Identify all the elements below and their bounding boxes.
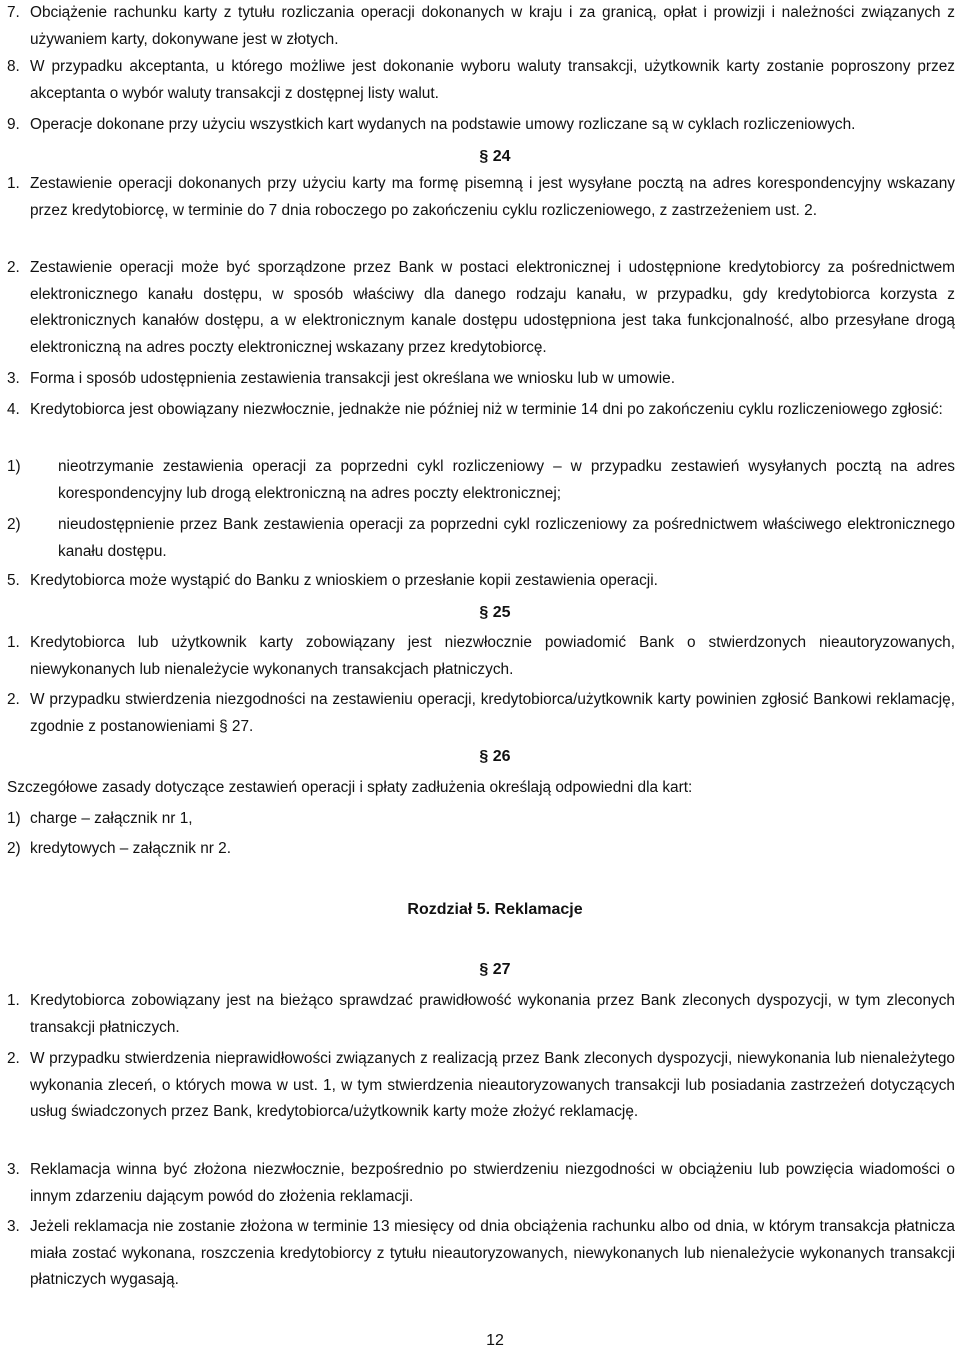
section-heading-24: § 24	[479, 148, 511, 165]
subitem-number: 1)	[7, 458, 21, 475]
item-text: W przypadku stwierdzenia nieprawidłowości związanych z realizacją przez Bank zleconych dyspozycji, niewykonania lub nienależytego wykonania zleceń, o których mowa w ust. 1, w tym stwierdzenia nieautoryzowanych transakcji lub posiadania zastrzeżeń dotyczących usług świadczonych przez Bank, kredytobiorca/użytkownik karty może złożyć reklamację.	[30, 1050, 955, 1120]
section-24-item-4	[7, 397, 955, 424]
section-27-item-3	[7, 1157, 955, 1210]
section-24-item-5	[7, 568, 955, 595]
item-number: 2)	[7, 840, 21, 857]
section-heading-25: § 25	[479, 604, 511, 621]
subitem-text: nieudostępnienie przez Bank zestawienia operacji za poprzedni cykl rozliczeniowy za pośrednictwem właściwego elektronicznego kanału dostępu.	[58, 516, 955, 560]
paragraph-number: 9.	[7, 116, 20, 133]
item-text: charge – załącznik nr 1,	[30, 810, 193, 827]
item-number: 2.	[7, 691, 20, 708]
item-number: 1.	[7, 992, 20, 1009]
section-25-item-2	[7, 687, 955, 740]
section-26-item-1	[7, 806, 955, 833]
item-text: Reklamacja winna być złożona niezwłocznie, bezpośrednio po stwierdzeniu niezgodności w obciążeniu lub powzięcia wiadomości o innym zdarzeniu dającym powód do złożenia reklamacji.	[30, 1161, 955, 1205]
item-text: Kredytobiorca lub użytkownik karty zobowiązany jest niezwłocznie powiadomić Bank o stwierdzonych nieautoryzowanych, niewykonanych lub nienależycie wykonanych transakcjach płatniczych.	[30, 634, 955, 678]
paragraph-9	[7, 112, 955, 139]
section-27-item-4	[7, 1214, 955, 1294]
item-text: Forma i sposób udostępnienia zestawienia transakcji jest określana we wniosku lub w umowie.	[30, 370, 676, 387]
paragraph-number: 8.	[7, 58, 20, 75]
item-number: 4.	[7, 401, 20, 418]
paragraph-text: Operacje dokonane przy użyciu wszystkich kart wydanych na podstawie umowy rozliczane są w cyklach rozliczeniowych.	[30, 116, 856, 133]
chapter-heading: Rozdział 5. Reklamacje	[407, 901, 583, 918]
paragraph-number: 7.	[7, 4, 20, 21]
item-number: 1.	[7, 175, 20, 192]
paragraph-7	[7, 0, 955, 53]
section-26-item-2	[7, 836, 955, 863]
section-24-item-1	[7, 171, 955, 224]
section-24-item-2	[7, 255, 955, 361]
item-number: 3.	[7, 370, 20, 387]
item-number: 3.	[7, 1218, 20, 1235]
section-heading-26: § 26	[479, 748, 511, 765]
page-number: 12	[486, 1332, 504, 1349]
section-25-item-1	[7, 630, 955, 683]
section-27-item-2	[7, 1046, 955, 1126]
item-text: Zestawienie operacji może być sporządzone przez Bank w postaci elektronicznej i udostępnione kredytobiorcy za pośrednictwem elektronicznego kanału dostępu, w sposób właściwy dla danego rodzaju kanału, w przypadku, gdy kredytobiorca korzysta z elektronicznych kanałów dostępu, a w elektronicznym kanale dostępu udostępniona jest taka funkcjonalność, albo przesyłane drogą elektroniczną na adres poczty elektronicznej wskazany przez kredytobiorcę.	[30, 259, 955, 356]
item-text: W przypadku stwierdzenia niezgodności na zestawieniu operacji, kredytobiorca/użytkownik karty powinien zgłosić Bankowi reklamację, zgodnie z postanowieniami § 27.	[30, 691, 955, 735]
item-number: 2.	[7, 259, 20, 276]
section-24-item-3	[7, 366, 955, 393]
item-text: kredytowych – załącznik nr 2.	[30, 840, 232, 857]
item-number: 1.	[7, 634, 20, 651]
item-text: Kredytobiorca jest obowiązany niezwłocznie, jednakże nie później niż w terminie 14 dni po zakończeniu cyklu rozliczeniowego zgłosić:	[30, 401, 943, 418]
item-number: 2.	[7, 1050, 20, 1067]
section-26-intro: Szczegółowe zasady dotyczące zestawień operacji i spłaty zadłużenia określają odpowiedni dla kart:	[7, 779, 693, 796]
paragraph-8	[7, 54, 955, 107]
item-number: 1)	[7, 810, 21, 827]
item-text: Jeżeli reklamacja nie zostanie złożona w terminie 13 miesięcy od dnia obciążenia rachunku albo od dnia, w którym transakcja płatnicza miała zostać wykonana, roszczenia kredytobiorcy z tytułu nieautoryzowanych, niewykonanych lub nienależycie wykonanych transakcji płatniczych wygasają.	[30, 1218, 955, 1288]
section-24-subitem-2	[7, 512, 955, 565]
subitem-number: 2)	[7, 516, 21, 533]
item-text: Kredytobiorca zobowiązany jest na bieżąco sprawdzać prawidłowość wykonania przez Bank zleconych dyspozycji, w tym zleconych transakcji płatniczych.	[30, 992, 955, 1036]
item-text: Kredytobiorca może wystąpić do Banku z wnioskiem o przesłanie kopii zestawienia operacji.	[30, 572, 658, 589]
paragraph-text: W przypadku akceptanta, u którego możliwe jest dokonanie wyboru waluty transakcji, użytkownik karty zostanie poproszony przez akceptanta o wybór waluty transakcji z dostępnej listy walut.	[30, 58, 955, 102]
item-number: 3.	[7, 1161, 20, 1178]
section-27-item-1	[7, 988, 955, 1041]
section-heading-27: § 27	[479, 961, 511, 978]
section-24-subitem-1	[7, 454, 955, 507]
item-number: 5.	[7, 572, 20, 589]
item-text: Zestawienie operacji dokonanych przy użyciu karty ma formę pisemną i jest wysyłane pocztą na adres korespondencyjny wskazany przez kredytobiorcę, w terminie do 7 dnia roboczego po zakończeniu cyklu rozliczeniowego, z zastrzeżeniem ust. 2.	[30, 175, 955, 219]
paragraph-text: Obciążenie rachunku karty z tytułu rozliczania operacji dokonanych w kraju i za granicą, opłat i prowizji i należności związanych z używaniem karty, dokonywane jest w złotych.	[30, 4, 955, 48]
subitem-text: nieotrzymanie zestawienia operacji za poprzedni cykl rozliczeniowy – w przypadku zestawień wysyłanych pocztą na adres korespondencyjny lub drogą elektroniczną na adres poczty elektronicznej;	[58, 458, 955, 502]
